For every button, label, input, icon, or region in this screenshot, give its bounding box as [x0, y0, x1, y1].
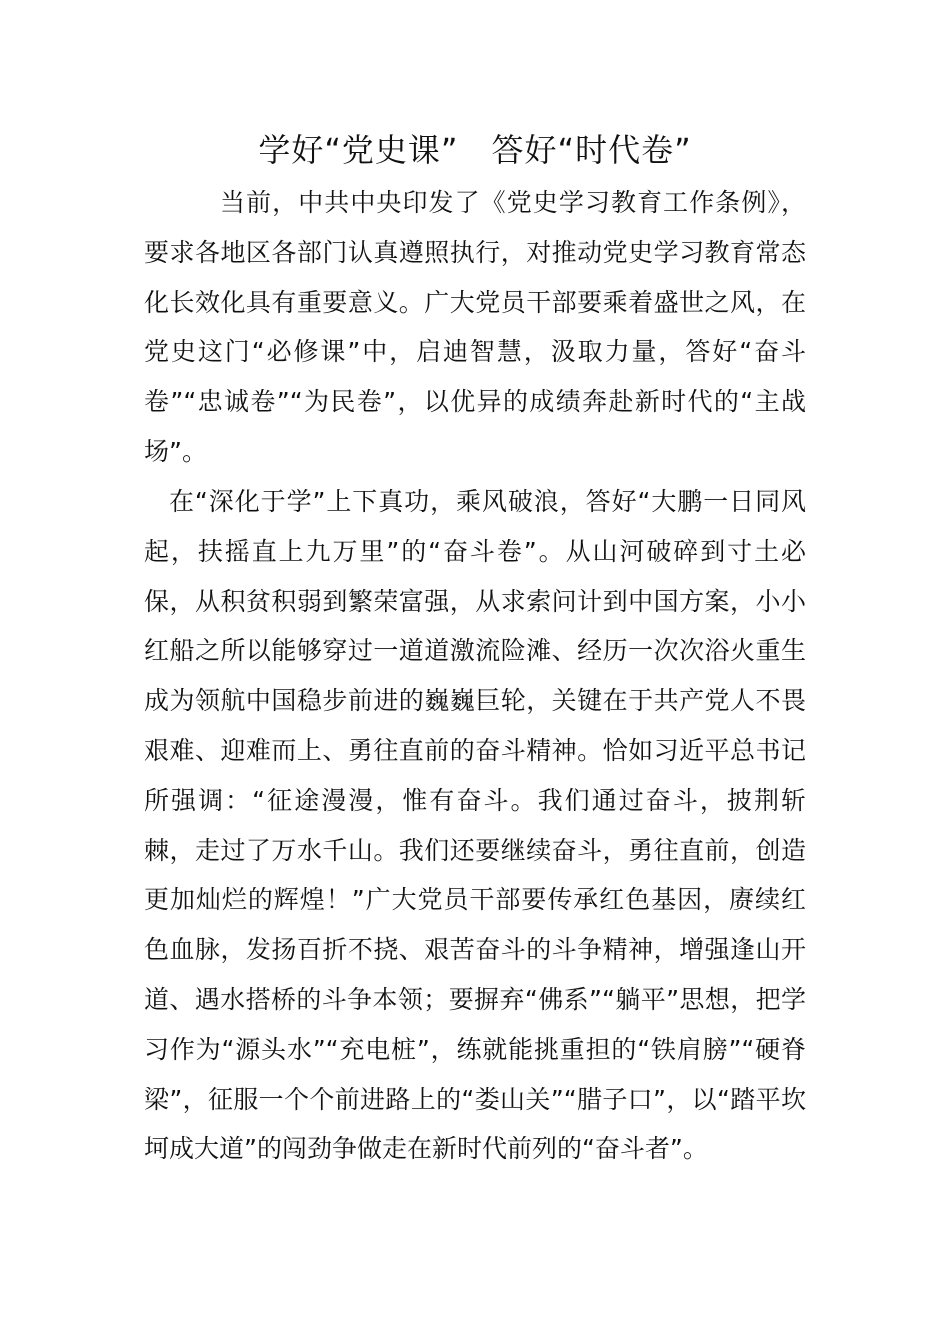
paragraph-intro: 当前，中共中央印发了《党史学习教育工作条例》，要求各地区各部门认真遵照执行，对推动党史学习教育常态化长效化具有重要意义。广大党员干部要乘着盛世之风，在党史这门“必修课”中，启迪智慧，汲取力量，答好“奋斗卷”“忠诚卷”“为民卷”，以优异的成绩奔赴新时代的“主战场”。: [144, 188, 806, 466]
paragraph-struggle: 在“深化于学”上下真功，乘风破浪，答好“大鹏一日同风起，扶摇直上九万里”的“奋斗卷”。从山河破碎到寸土必保，从积贫积弱到繁荣富强，从求索问计到中国方案，小小红船之所以能够穿过一道道激流险滩、经历一次次浴火重生成为领航中国稳步前进的巍巍巨轮，关键在于共产党人不畏艰难、迎难而上、勇往直前的奋斗精神。恰如习近平总书记所强调：“征途漫漫，惟有奋斗。我们通过奋斗，披荆斩棘，走过了万水千山。我们还要继续奋斗，勇往直前，创造更加灿烂的辉煌！”广大党员干部要传承红色基因，赓续红色血脉，发扬百折不挠、艰苦奋斗的斗争精神，增强逢山开道、遇水搭桥的斗争本领；要摒弃“佛系”“躺平”思想，把学习作为“源头水”“充电桩”，练就能挑重担的“铁肩膀”“硬脊梁”，征服一个个前进路上的“娄山关”“腊子口”，以“踏平坎坷成大道”的闯劲争做走在新时代前列的“奋斗者”。: [144, 487, 806, 1164]
document-title: 学好“党史课” 答好“时代卷”: [258, 131, 692, 169]
